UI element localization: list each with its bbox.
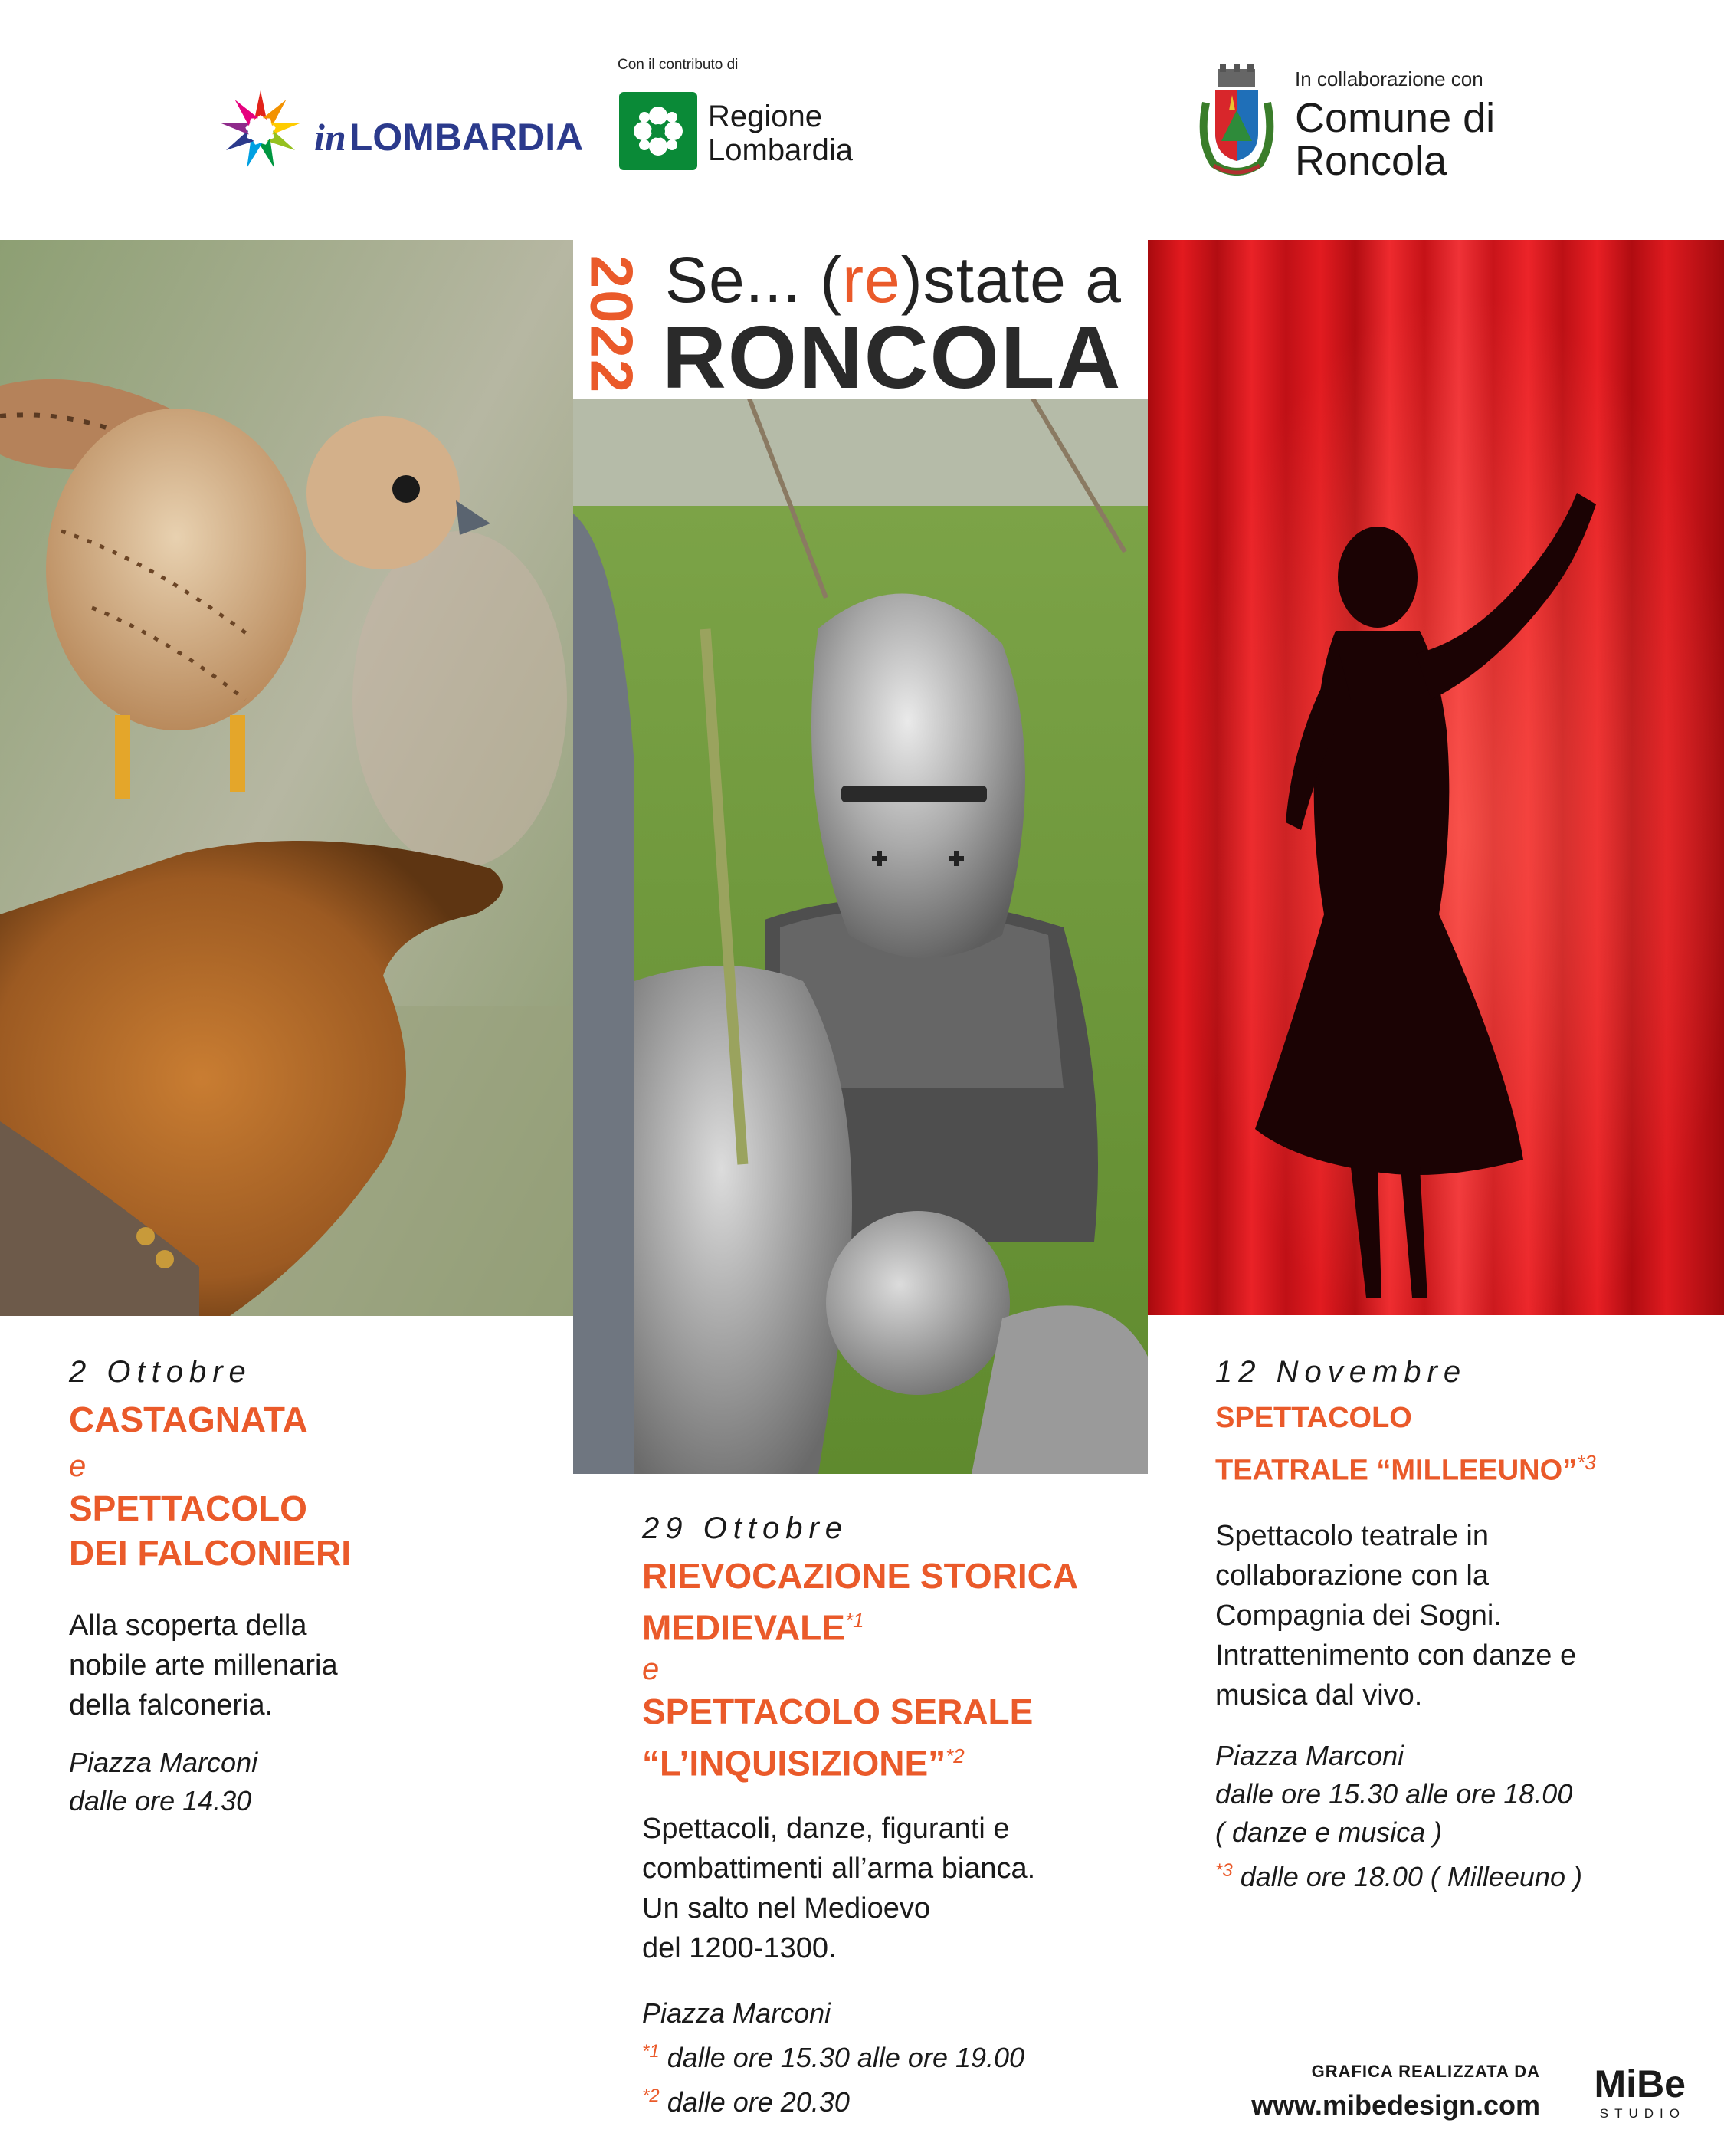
mibe-studio-label: STUDIO bbox=[1599, 2106, 1686, 2121]
event-date: 12 Novembre bbox=[1215, 1355, 1467, 1389]
knight-photo bbox=[573, 399, 1148, 1474]
event-column-2 bbox=[642, 1511, 1132, 2122]
inlombardia-logo bbox=[215, 84, 598, 176]
footnote-marker: *3 bbox=[1577, 1451, 1596, 1474]
event-place-time: Piazza Marconi dalle ore 14.30 bbox=[69, 1747, 258, 1816]
mibe-logo: MiBe bbox=[1594, 2062, 1686, 2105]
event-description: Spettacolo teatrale in collaborazione con la Compagnia dei Sogni. Intrattenimento con danze e musica dal vivo. bbox=[1215, 1519, 1577, 1711]
event-title: SPETTACOLO TEATRALE “MILLEEUNO”$^{*3}$ bbox=[1215, 1402, 1596, 1487]
falcon-photo bbox=[0, 240, 573, 1316]
event-title-block bbox=[573, 240, 1148, 407]
title-line-1: Se... (re)state a bbox=[665, 244, 1122, 316]
inlombardia-wordmark: inLOMBARDIA bbox=[314, 116, 584, 159]
event-place-time: Piazza Marconi $^{*1}$ dalle ore 15.30 alle ore 19.00 $^{*2}$ dalle ore 20.30 bbox=[642, 1997, 1025, 2118]
comune-crest-icon bbox=[1191, 64, 1283, 179]
footnote-marker: *1 bbox=[844, 1609, 864, 1632]
event-date: 29 Ottobre bbox=[642, 1511, 849, 1545]
title-year: 2022 bbox=[578, 254, 646, 395]
event-column-3 bbox=[1215, 1355, 1706, 1896]
event-date: 2 Ottobre bbox=[69, 1355, 252, 1389]
collaboration-label: In collaborazione con bbox=[1295, 67, 1483, 90]
event-description: Alla scoperta della nobile arte millenaria della falconeria. bbox=[69, 1610, 338, 1721]
comune-name: Comune di Roncola bbox=[1295, 95, 1496, 184]
regione-lombardia-logo bbox=[613, 57, 889, 179]
footnote-marker: *2 bbox=[946, 1744, 965, 1768]
comune-roncola-logo bbox=[1188, 61, 1540, 184]
event-title-b: SPETTACOLO DEI FALCONIERI bbox=[69, 1488, 352, 1573]
credit-label: GRAFICA REALIZZATA DA bbox=[1311, 2062, 1540, 2081]
event-description: Spettacoli, danze, figuranti e combattimenti all’arma bianca. Un salto nel Medioevo del 1200-1300. bbox=[642, 1812, 1036, 1964]
curtain-silhouette-photo bbox=[1148, 240, 1724, 1315]
event-conjunction: e bbox=[69, 1449, 87, 1483]
event-title-a: RIEVOCAZIONE STORICA MEDIEVALE$^{*1}$ bbox=[642, 1556, 1079, 1648]
regione-lombardia-name: Regione Lombardia bbox=[708, 100, 854, 167]
event-column-1 bbox=[69, 1355, 544, 1820]
regione-lombardia-rose-icon bbox=[619, 92, 697, 170]
event-conjunction: e bbox=[642, 1652, 660, 1687]
event-title-a: CASTAGNATA bbox=[69, 1400, 308, 1439]
contribution-label: Con il contributo di bbox=[618, 57, 739, 73]
inlombardia-star-icon bbox=[215, 84, 306, 176]
design-credit bbox=[1251, 2062, 1686, 2131]
title-line-2: RONCOLA bbox=[662, 307, 1123, 407]
credit-url[interactable]: www.mibedesign.com bbox=[1251, 2089, 1540, 2121]
event-title-b: SPETTACOLO SERALE “L’INQUISIZIONE”$^{*2}$ bbox=[642, 1692, 1034, 1784]
event-place-time: Piazza Marconi dalle ore 15.30 alle ore 18.00 ( danze e musica ) $^{*3}$ dalle ore 18.00 ( Milleeuno ) bbox=[1215, 1739, 1582, 1892]
